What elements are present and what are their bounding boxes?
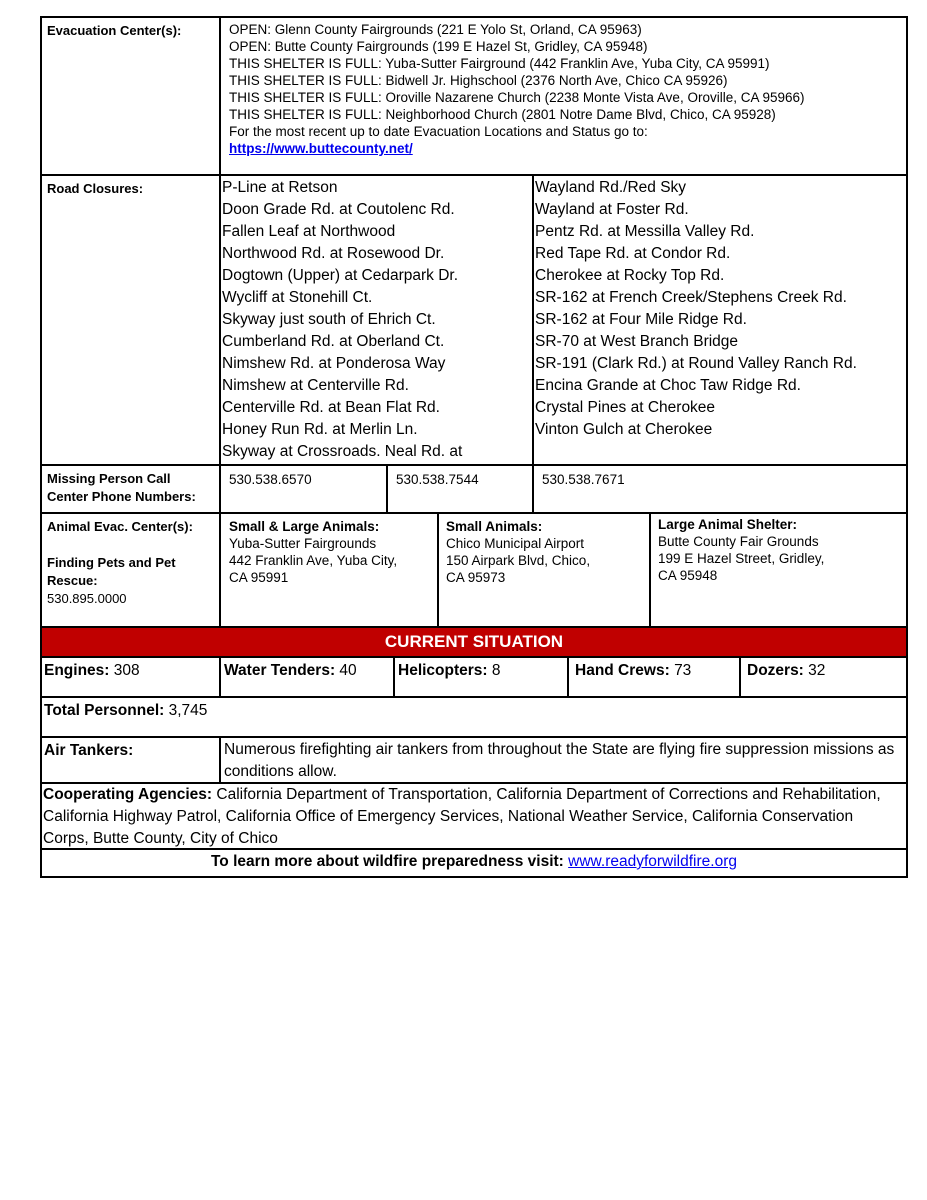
road-closure-item: Centerville Rd. at Bean Flat Rd. (222, 399, 440, 416)
road-closure-item: Crystal Pines at Cherokee (535, 399, 716, 416)
evacuation-label: Evacuation Center(s): (47, 23, 182, 38)
missing-person-row (42, 466, 906, 514)
animal-evac-label: Animal Evac. Center(s): (47, 519, 193, 534)
road-closure-item: Wayland Rd./Red Sky (535, 179, 687, 196)
air-tankers-text: Numerous firefighting air tankers from throughout the State are flying fire suppression missions as conditions allow. (219, 738, 906, 782)
pet-rescue-label: Finding Pets and Pet Rescue: (47, 555, 176, 588)
animal-center-title: Small & Large Animals: (229, 519, 380, 534)
air-tankers-row (42, 738, 906, 784)
road-closure-item: Wayland at Foster Rd. (535, 201, 689, 218)
road-closures-left (219, 176, 532, 464)
road-closure-item: P-Line at Retson (222, 179, 338, 196)
stat-dozers: Dozers: 32 (739, 658, 906, 696)
ready-for-wildfire-link[interactable]: www.readyforwildfire.org (568, 853, 737, 870)
animal-center-line: 199 E Hazel Street, Gridley, (658, 551, 825, 566)
stat-engines: Engines: 308 (44, 662, 140, 679)
stat-helicopters: Helicopters: 8 (393, 658, 567, 696)
air-tankers-label: Air Tankers: (44, 742, 134, 759)
road-closures-right (532, 176, 906, 464)
missing-person-phone: 530.538.6570 (219, 466, 386, 512)
missing-person-phone: 530.538.7671 (532, 466, 906, 512)
learn-more-row (42, 850, 906, 876)
cooperating-agencies: Cooperating Agencies: California Department of Transportation, California Department of Corrections and Rehabilitation, California Highway Patrol, California Office of Emergency Services, National Weather Service, California Conservation Corps, Butte County, City of Chico (43, 786, 881, 847)
animal-evac-label-cell (42, 514, 219, 626)
road-closure-item: Pentz Rd. at Messilla Valley Rd. (535, 223, 755, 240)
road-closure-item: Vinton Gulch at Cherokee (535, 421, 713, 438)
road-closure-item: SR-70 at West Branch Bridge (535, 333, 739, 350)
evacuation-line: OPEN: Glenn County Fairgrounds (221 E Yolo St, Orland, CA 95963) (229, 22, 642, 37)
road-closures-row (42, 176, 906, 466)
road-closure-item: Cumberland Rd. at Oberland Ct. (222, 333, 445, 350)
pet-rescue-phone: 530.895.0000 (47, 591, 127, 606)
cooperating-row (42, 784, 906, 850)
animal-center-line: CA 95991 (229, 570, 289, 585)
road-closure-item: SR-162 at Four Mile Ridge Rd. (535, 311, 747, 328)
road-closure-item: Encina Grande at Choc Taw Ridge Rd. (535, 377, 801, 394)
missing-person-phone: 530.538.7544 (386, 466, 532, 512)
incident-info-table (40, 16, 908, 878)
evacuation-line: THIS SHELTER IS FULL: Yuba-Sutter Fairground (442 Franklin Ave, Yuba City, CA 95991) (229, 56, 770, 71)
missing-person-label: Missing Person Call Center Phone Numbers: (47, 471, 196, 504)
stat-hand-crews: Hand Crews: 73 (567, 658, 739, 696)
animal-center-line: 442 Franklin Ave, Yuba City, (229, 553, 398, 568)
road-closure-item: Northwood Rd. at Rosewood Dr. (222, 245, 445, 262)
personnel-row (42, 698, 906, 738)
animal-center-title: Small Animals: (446, 519, 543, 534)
animal-center-3 (649, 514, 906, 626)
evacuation-line: THIS SHELTER IS FULL: Bidwell Jr. Highschool (2376 North Ave, Chico CA 95926) (229, 73, 728, 88)
evacuation-list (219, 18, 906, 174)
road-closure-item: Red Tape Rd. at Condor Rd. (535, 245, 731, 262)
current-situation-row (42, 628, 906, 658)
animal-center-line: CA 95973 (446, 570, 506, 585)
learn-more: To learn more about wildfire preparedness visit: www.readyforwildfire.org (210, 853, 737, 870)
animal-center-line: 150 Airpark Blvd, Chico, (446, 553, 591, 568)
evacuation-line: THIS SHELTER IS FULL: Oroville Nazarene Church (2238 Monte Vista Ave, Oroville, CA 95966) (229, 90, 805, 105)
road-closure-item: Skyway just south of Ehrich Ct. (222, 311, 436, 328)
stat-water-tenders: Water Tenders: 40 (219, 658, 393, 696)
evacuation-line: OPEN: Butte County Fairgrounds (199 E Hazel St, Gridley, CA 95948) (229, 39, 648, 54)
animal-center-line: CA 95948 (658, 568, 718, 583)
animal-center-line: Yuba-Sutter Fairgrounds (229, 536, 377, 551)
butte-county-link[interactable]: https://www.buttecounty.net/ (229, 141, 413, 156)
road-closure-item: Wycliff at Stonehill Ct. (222, 289, 373, 306)
evacuation-line: For the most recent up to date Evacuation Locations and Status go to: (229, 124, 648, 139)
road-closure-item: Dogtown (Upper) at Cedarpark Dr. (222, 267, 459, 284)
road-closure-item: Skyway at Crossroads. Neal Rd. at (222, 443, 463, 460)
resources-row (42, 658, 906, 698)
total-personnel: Total Personnel: 3,745 (44, 702, 208, 719)
animal-center-line: Chico Municipal Airport (446, 536, 585, 551)
animal-evac-row (42, 514, 906, 628)
animal-center-title: Large Animal Shelter: (658, 517, 798, 532)
road-closure-item: SR-191 (Clark Rd.) at Round Valley Ranch Rd. (535, 355, 857, 372)
evacuation-row (42, 18, 906, 176)
road-closures-label: Road Closures: (47, 181, 144, 196)
road-closure-item: Cherokee at Rocky Top Rd. (535, 267, 725, 284)
road-closure-item: Nimshew at Centerville Rd. (222, 377, 409, 394)
animal-center-line: Butte County Fair Grounds (658, 534, 819, 549)
current-situation-banner: CURRENT SITUATION (42, 628, 906, 656)
road-closure-item: Doon Grade Rd. at Coutolenc Rd. (222, 201, 455, 218)
road-closure-item: Nimshew Rd. at Ponderosa Way (222, 355, 446, 372)
animal-center-2 (437, 514, 649, 626)
road-closure-item: Fallen Leaf at Northwood (222, 223, 396, 240)
evacuation-line: THIS SHELTER IS FULL: Neighborhood Church (2801 Notre Dame Blvd, Chico, CA 95928) (229, 107, 776, 122)
road-closure-item: SR-162 at French Creek/Stephens Creek Rd. (535, 289, 847, 306)
animal-center-1 (219, 514, 437, 626)
road-closure-item: Honey Run Rd. at Merlin Ln. (222, 421, 418, 438)
